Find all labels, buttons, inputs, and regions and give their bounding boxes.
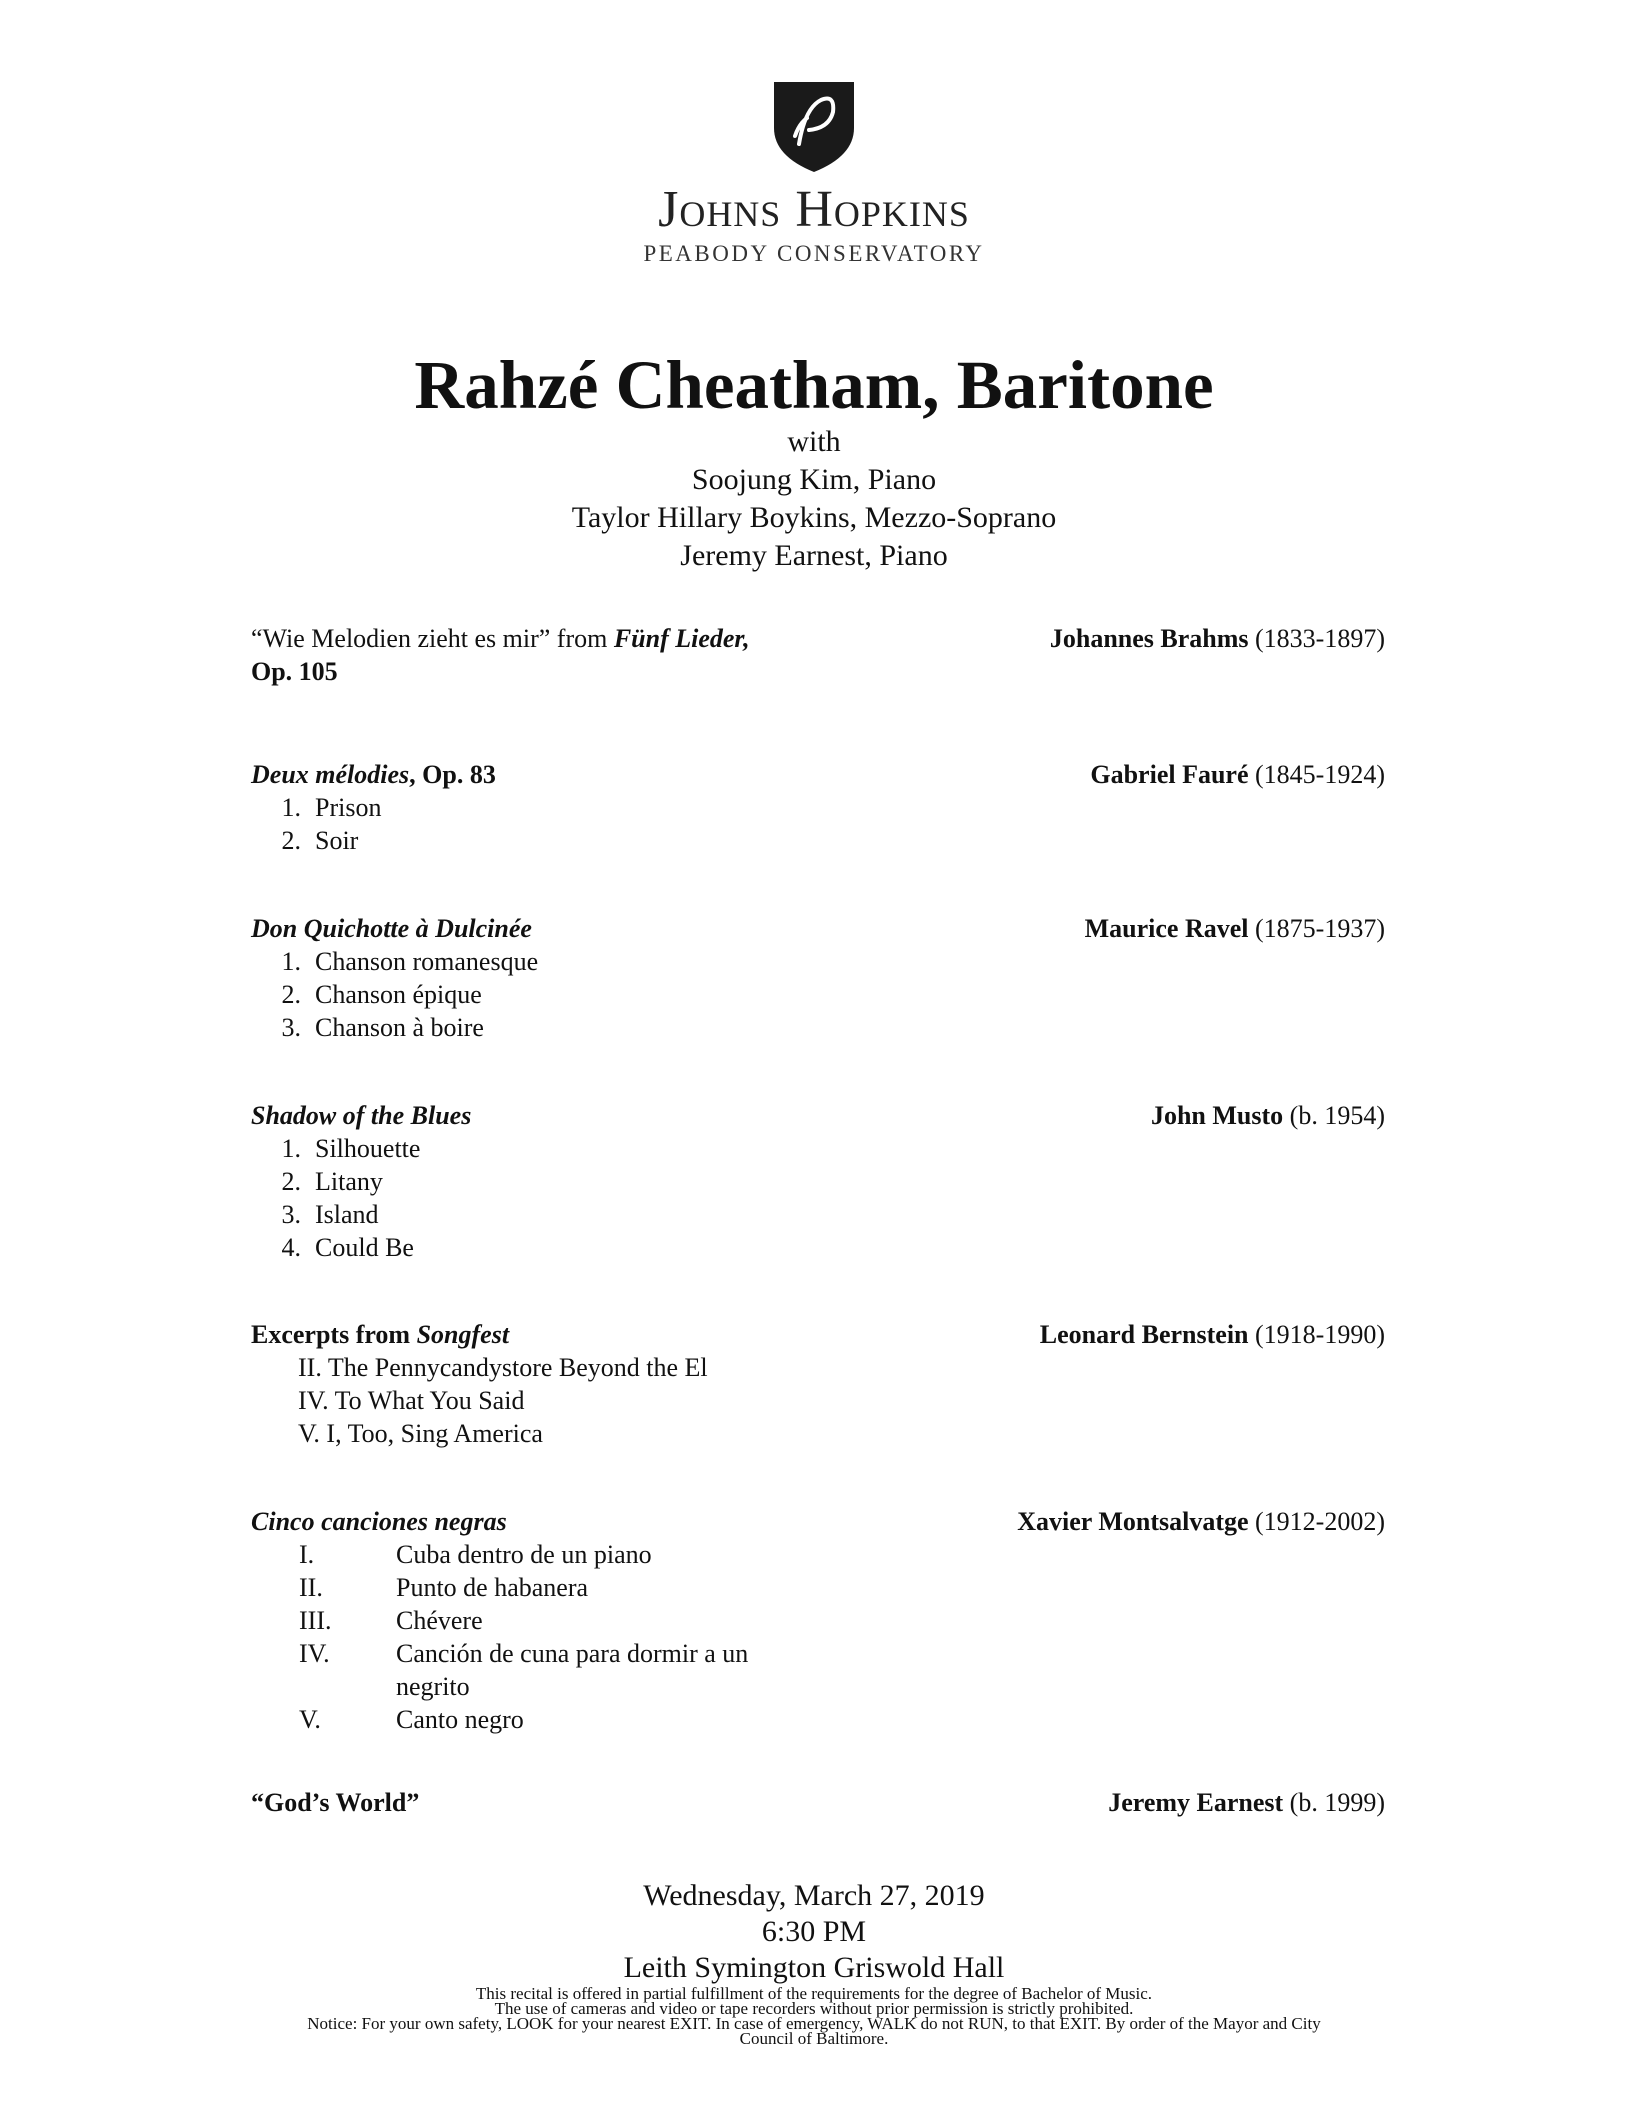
composer: Johannes Brahms (1833-1897) [1049,624,1385,653]
composer: Maurice Ravel (1875-1937) [1084,914,1385,943]
notice-degree: This recital is offered in partial fulfillment of the requirements for the degree of Bachelor of Music. [475,1984,1153,2003]
piece-title: Deux mélodies, Op. 83 [251,760,496,789]
composer: Leonard Bernstein (1918-1990) [1039,1320,1385,1349]
program-item-montsalvatge [251,1505,1385,1736]
event-details [0,1878,1628,2046]
shield-logo-icon [769,78,859,174]
piece-title: Don Quichotte à Dulcinée [251,914,532,943]
list-item: 4. Could Be [281,1233,414,1262]
list-item: III. Chévere [299,1606,483,1635]
piece-title: Shadow of the Blues [251,1101,472,1130]
list-item: 1. Prison [281,793,382,822]
list-item: 3. Island [281,1200,379,1229]
movement-list [251,1538,1385,1736]
piece-title: Excerpts from Songfest [251,1320,510,1349]
notice-safety: Notice: For your own safety, LOOK for your nearest EXIT. In case of emergency, WALK do not RUN, to that EXIT. By order of the Mayor and City [307,2014,1321,2033]
performer-3: Jeremy Earnest, Piano [680,539,948,572]
page-title: Rahzé Cheatham, Baritone [414,347,1214,423]
composer: John Musto (b. 1954) [1150,1101,1385,1130]
notice-safety-end: Council of Baltimore. [739,2029,889,2048]
peabody-logo [0,78,1628,268]
notice-recording: The use of cameras and video or tape recorders without prior permission is strictly prohibited. [494,1999,1134,2018]
composer: Jeremy Earnest (b. 1999) [1108,1788,1385,1817]
piece-title: “God’s World” [251,1788,420,1817]
movement-list [251,1132,1385,1264]
list-item: I. Cuba dentro de un piano [299,1540,652,1569]
movement-list [251,1351,1385,1450]
composer: Gabriel Fauré (1845-1924) [1090,760,1385,789]
list-item: 1. Silhouette [281,1134,421,1163]
list-item: V. I, Too, Sing America [298,1419,543,1448]
program-item-bernstein [251,1318,1385,1450]
performer-1: Soojung Kim, Piano [691,463,937,496]
list-item: 2. Chanson épique [281,980,482,1009]
event-date: Wednesday, March 27, 2019 [643,1879,985,1912]
event-time: 6:30 PM [761,1915,867,1948]
movement-list [251,945,1385,1044]
performer-2: Taylor Hillary Boykins, Mezzo-Soprano [571,501,1057,534]
composer: Xavier Montsalvatge (1912-2002) [1017,1507,1385,1536]
piece-title: Cinco canciones negras [251,1507,507,1536]
list-item: 2. Soir [281,826,359,855]
program-item-brahms [251,622,1385,688]
movement-list [251,791,1385,857]
list-item: IV. To What You Said [298,1386,525,1415]
list-item: 3. Chanson à boire [281,1013,484,1042]
program-item-earnest [251,1786,1385,1819]
piece-title: “Wie Melodien zieht es mir” from Fünf Lieder, Op. 105 [251,624,750,686]
logo-subname: PEABODY CONSERVATORY [643,241,985,266]
program-item-ravel [251,912,1385,1044]
list-item: 1. Chanson romanesque [281,947,539,976]
program-item-musto [251,1099,1385,1264]
event-venue: Leith Symington Griswold Hall [623,1951,1005,1984]
list-item: IV. Canción de cuna para dormir a un negrito [299,1639,749,1701]
list-item: II. Punto de habanera [299,1573,589,1602]
with-label: with [787,425,841,458]
list-item: V. Canto negro [299,1705,524,1734]
performers-block [0,423,1628,575]
list-item: II. The Pennycandystore Beyond the El [298,1353,708,1382]
logo-name: Johns Hopkins [658,181,970,238]
program-item-faure [251,758,1385,857]
list-item: 2. Litany [281,1167,383,1196]
